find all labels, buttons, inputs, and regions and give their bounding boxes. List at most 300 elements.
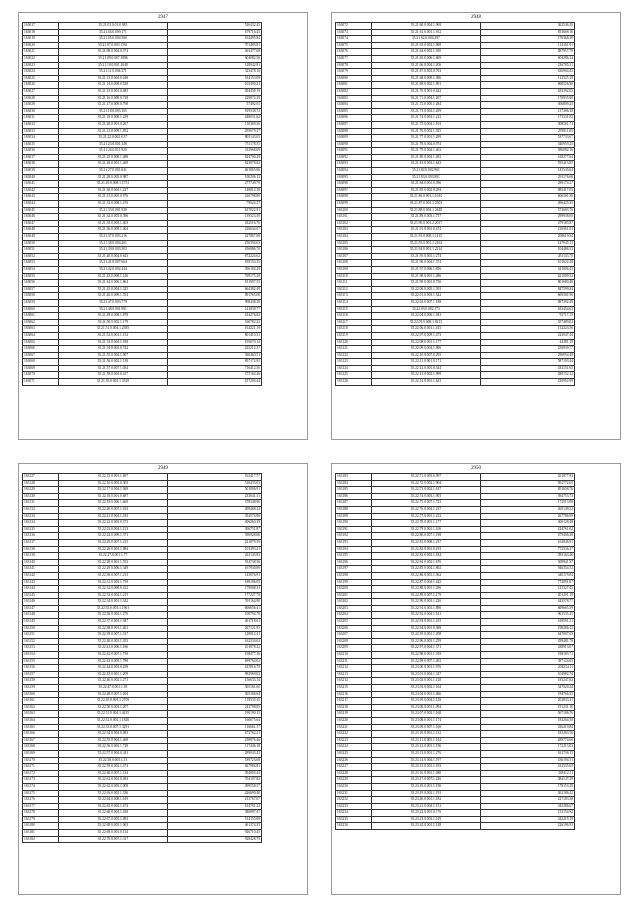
reference-code-cell: 35.21.80.0.004.1.492	[372, 154, 480, 161]
table-row	[336, 326, 575, 333]
reference-code-cell: 35.22.06.0.001.1.415	[372, 326, 480, 333]
record-id-cell: 163131	[23, 500, 59, 507]
amount-cell: 198183.71	[480, 652, 574, 659]
table-row	[23, 757, 262, 764]
reference-code-cell: 35.22.15.0.001.1.697	[59, 474, 167, 481]
reference-code-cell: 35.21.99.0.001.0.756	[372, 280, 480, 287]
reference-code-cell: 35.22.91.0.001.1.896	[372, 605, 480, 612]
table-row	[336, 797, 575, 804]
reference-code-cell: 35.22.80.0.007.1.198	[372, 533, 480, 540]
table-row	[336, 711, 575, 718]
reference-code-cell: 35.21.92.0.008.1.1415	[372, 234, 480, 241]
record-id-cell: 163195	[336, 553, 372, 560]
amount-cell: 208619.34	[480, 234, 574, 241]
table-row	[23, 273, 262, 280]
record-id-cell: 163217	[336, 698, 372, 705]
reference-code-cell: 35.21.78.0.004.0.974	[372, 141, 480, 148]
record-id-cell: 163191	[336, 526, 372, 533]
reference-code-cell: 35.23.04.0.001.1.466	[372, 691, 480, 698]
table-row	[336, 69, 575, 76]
reference-code-cell: 35.21.96.0.004.1.374	[372, 260, 480, 267]
table-row	[23, 247, 262, 254]
record-id-cell: 163164	[23, 717, 59, 724]
amount-cell: 433151.65	[480, 365, 574, 372]
amount-cell: 637022.91	[167, 207, 261, 214]
record-id-cell: 163188	[336, 506, 372, 513]
reference-code-cell: 35.22.70.0.007.1.317	[59, 836, 167, 843]
reference-code-cell: 35.21.77.0.001.1.289	[372, 135, 480, 142]
amount-cell: 189723.68	[167, 757, 261, 764]
table-row	[23, 365, 262, 372]
reference-code-cell: 35.21.18.0.003.165	[59, 108, 167, 115]
amount-cell: 716412.56	[167, 365, 261, 372]
record-id-cell: 163204	[336, 612, 372, 619]
amount-cell: 456886.70	[167, 247, 261, 254]
table-row	[23, 830, 262, 837]
record-id-cell: 163062	[23, 319, 59, 326]
table-row	[23, 698, 262, 705]
record-id-cell: 163109	[336, 266, 372, 273]
record-id-cell: 163051	[23, 247, 59, 254]
table-row	[336, 95, 575, 102]
table-row	[23, 526, 262, 533]
reference-code-cell: 35.22.44.0.003.0.258	[59, 665, 167, 672]
record-id-cell: 163150	[23, 625, 59, 632]
amount-cell: 198286.12	[480, 625, 574, 632]
record-id-cell: 163120	[336, 339, 372, 346]
record-id-cell: 163108	[336, 260, 372, 267]
table-row	[23, 652, 262, 659]
amount-cell: 305161.60	[167, 685, 261, 692]
amount-cell: 195670.14	[167, 339, 261, 346]
table-row	[23, 474, 262, 481]
table-row	[23, 553, 262, 560]
reference-code-cell: 35.22.62.0.003.1.009	[59, 783, 167, 790]
amount-cell: 227183.38	[480, 797, 574, 804]
record-id-cell: 163091	[336, 148, 372, 155]
reference-code-cell: 35.21.07.0.003.1561	[59, 42, 167, 49]
record-id-cell: 163196	[336, 559, 372, 566]
amount-cell: 204234.11	[480, 665, 574, 672]
reference-code-cell: 35.22.83.0.002.1.184	[372, 553, 480, 560]
amount-cell: 636904.43	[480, 69, 574, 76]
record-id-cell: 163057	[23, 286, 59, 293]
table-row	[23, 579, 262, 586]
table-row	[23, 42, 262, 49]
record-id-cell: 163206	[336, 625, 372, 632]
page-number: 2950	[471, 466, 481, 471]
amount-cell: 461718.61	[167, 619, 261, 626]
table-row	[336, 770, 575, 777]
record-id-cell: 163136	[23, 533, 59, 540]
amount-cell: 289174.27	[480, 181, 574, 188]
table-row	[336, 102, 575, 109]
record-id-cell: 163234	[336, 810, 372, 817]
ledger-page-bottom-right	[331, 463, 621, 895]
reference-code-cell: 35.22.68.0.003.1.063	[59, 823, 167, 830]
reference-code-cell: 35.21.60.0.004.1.969	[372, 23, 480, 30]
record-id-cell: 163027	[23, 88, 59, 95]
reference-code-cell: 35.21.41.0.007.664	[59, 260, 167, 267]
reference-code-cell: 35.22.26.0.003.1.884	[59, 546, 167, 553]
table-row	[336, 49, 575, 56]
record-id-cell: 163035	[23, 141, 59, 148]
amount-cell: 128042.81	[167, 62, 261, 69]
reference-code-cell: 35.21.82.0.002.961	[372, 168, 480, 175]
table-row	[23, 55, 262, 62]
record-id-cell: 163170	[23, 757, 59, 764]
amount-cell: 669301.96	[480, 293, 574, 300]
record-id-cell: 163092	[336, 154, 372, 161]
table-row	[336, 260, 575, 267]
table-row	[23, 62, 262, 69]
record-id-cell: 163074	[336, 36, 372, 43]
table-row	[336, 717, 575, 724]
reference-code-cell: 35.22.36.0.002.1.270	[59, 612, 167, 619]
table-row	[23, 379, 262, 386]
amount-cell: 323478.16	[167, 69, 261, 76]
reference-code-cell: 35.21.20.0.001.0.267	[59, 121, 167, 128]
amount-cell: 160782.22	[167, 319, 261, 326]
amount-cell: 306751.87	[167, 526, 261, 533]
record-id-cell: 163236	[336, 823, 372, 830]
reference-code-cell: 35.22.30.0.007.1.213	[59, 572, 167, 579]
record-id-cell: 163127	[23, 474, 59, 481]
record-id-cell: 163140	[23, 559, 59, 566]
reference-code-cell: 35.21.65.0.006.1.609	[372, 55, 480, 62]
table-row	[23, 108, 262, 115]
amount-cell: 289043.43	[167, 750, 261, 757]
record-id-cell: 163055	[23, 273, 59, 280]
record-id-cell: 163225	[336, 750, 372, 757]
amount-cell: 93717.15	[480, 313, 574, 320]
table-row	[23, 286, 262, 293]
amount-cell: 125327.45	[480, 586, 574, 593]
amount-cell: 992969.02	[167, 671, 261, 678]
table-row	[23, 207, 262, 214]
table-row	[23, 128, 262, 135]
record-id-cell: 163199	[336, 579, 372, 586]
record-id-cell: 163101	[336, 214, 372, 221]
table-row	[336, 181, 575, 188]
record-id-cell: 163145	[23, 592, 59, 599]
record-id-cell: 163085	[336, 108, 372, 115]
record-id-cell: 163073	[336, 29, 372, 36]
table-row	[23, 372, 262, 379]
reference-code-cell: 35.21.68.0.009.1.386	[372, 75, 480, 82]
reference-code-cell: 35.21.57.0.007.1.034	[59, 365, 167, 372]
amount-cell: 801680.48	[480, 280, 574, 287]
table-row	[23, 23, 262, 30]
reference-code-cell: 35.21.19.0.008.1.239	[59, 115, 167, 122]
amount-cell: 101622.28	[480, 260, 574, 267]
reference-code-cell: 35.23.21.0.004.1.151	[372, 803, 480, 810]
record-id-cell: 163219	[336, 711, 372, 718]
amount-cell: 110369.26	[167, 121, 261, 128]
table-row	[23, 658, 262, 665]
reference-code-cell: 35.23.12.0.001.1.196	[372, 744, 480, 751]
amount-cell: 175331.02	[480, 115, 574, 122]
table-row	[336, 266, 575, 273]
reference-code-cell: 35.22.18.0.001.0.687	[59, 493, 167, 500]
record-id-cell: 163129	[23, 487, 59, 494]
record-id-cell: 163157	[23, 671, 59, 678]
table-row	[23, 332, 262, 339]
amount-cell: 226196.93	[480, 823, 574, 830]
record-id-cell: 163224	[336, 744, 372, 751]
table-row	[336, 168, 575, 175]
reference-code-cell: 35.22.48.0.007.1.204	[59, 691, 167, 698]
record-id-cell: 163124	[336, 365, 372, 372]
reference-code-cell: 35.23.14.0.004.1.197	[372, 757, 480, 764]
reference-code-cell: 35.21.15.0.001.0.485	[59, 88, 167, 95]
reference-code-cell: 35.21.56.0.002.1.138	[59, 359, 167, 366]
table-row	[336, 685, 575, 692]
table-row	[23, 572, 262, 579]
amount-cell: 451133.70	[480, 253, 574, 260]
record-id-cell: 163110	[336, 273, 372, 280]
amount-cell: 853668.16	[480, 29, 574, 36]
reference-code-cell: 35.22.75.0.007.1.723	[372, 500, 480, 507]
record-id-cell: 163154	[23, 652, 59, 659]
table-row	[23, 744, 262, 751]
reference-code-cell: 35.22.92.0.004.1.521	[372, 612, 480, 619]
table-row	[336, 115, 575, 122]
reference-code-cell: 35.21.84.0.001.0.396	[372, 181, 480, 188]
reference-code-cell: 35.21.28.0.005.0.987	[59, 174, 167, 181]
reference-code-cell: 35.21.87.0.003.1.2503	[372, 201, 480, 208]
table-row	[336, 520, 575, 527]
amount-cell: 387124.65	[480, 658, 574, 665]
table-row	[23, 352, 262, 359]
table-row	[336, 240, 575, 247]
reference-code-cell: 35.22.07.0.009.1.473	[372, 332, 480, 339]
record-id-cell: 163094	[336, 168, 372, 175]
table-row	[23, 299, 262, 306]
reference-code-cell: 35.22.12.0.001.0.344	[372, 365, 480, 372]
table-row	[23, 346, 262, 353]
record-id-cell: 163137	[23, 539, 59, 546]
reference-code-cell: 35.22.38.0.001.1.461	[59, 625, 167, 632]
record-id-cell: 163018	[23, 29, 59, 36]
table-row	[336, 632, 575, 639]
record-id-cell: 163163	[23, 711, 59, 718]
reference-code-cell: 35.21.21.0.009.1.852	[59, 128, 167, 135]
record-id-cell: 163097	[336, 187, 372, 194]
reference-code-cell: 35.21.04.0.009.171	[59, 29, 167, 36]
record-id-cell: 163054	[23, 266, 59, 273]
reference-code-cell: 35.22.00.0.005.1.593	[372, 286, 480, 293]
amount-cell: 606656.41	[167, 605, 261, 612]
table-row	[23, 823, 262, 830]
amount-cell: 801410.31	[167, 332, 261, 339]
table-row	[23, 280, 262, 287]
record-id-cell: 163107	[336, 253, 372, 260]
table-row	[336, 42, 575, 49]
amount-cell: 104486.33	[480, 247, 574, 254]
amount-cell: 141039.77	[167, 306, 261, 313]
record-id-cell: 163156	[23, 665, 59, 672]
record-id-cell: 163212	[336, 665, 372, 672]
reference-code-cell: 35.22.57.0.004.0.411	[59, 750, 167, 757]
table-row	[23, 220, 262, 227]
amount-cell: 190190.15	[167, 711, 261, 718]
amount-cell: 365166.64	[167, 691, 261, 698]
table-row	[336, 352, 575, 359]
reference-code-cell: 35.21.97.0.006.1.856	[372, 266, 480, 273]
reference-code-cell: 35.22.08.0.001.1.177	[372, 339, 480, 346]
record-id-cell: 163069	[23, 365, 59, 372]
table-row	[336, 487, 575, 494]
amount-cell: 701485.81	[167, 42, 261, 49]
table-row	[23, 266, 262, 273]
amount-cell: 514155.89	[167, 816, 261, 823]
record-id-cell: 163121	[336, 346, 372, 353]
amount-cell: 595413.85	[480, 161, 574, 168]
record-id-cell: 163112	[336, 286, 372, 293]
amount-cell: 851658.76	[480, 487, 574, 494]
reference-code-cell: 35.23.02.0.001.1.128	[372, 678, 480, 685]
record-id-cell: 163189	[336, 513, 372, 520]
amount-cell: 230952.99	[480, 379, 574, 386]
record-id-cell: 163178	[23, 810, 59, 817]
amount-cell: 394003.43	[167, 770, 261, 777]
table-row	[23, 546, 262, 553]
table-row	[336, 566, 575, 573]
reference-code-cell: 35.21.09.0.007.1886	[59, 55, 167, 62]
amount-cell: 434276.02	[167, 313, 261, 320]
reference-code-cell: 35.21.79.0.004.1.402	[372, 148, 480, 155]
reference-code-cell: 35.23.13.0.001.1.276	[372, 750, 480, 757]
amount-cell: 664382.49	[167, 286, 261, 293]
table-row	[23, 645, 262, 652]
table-row	[336, 638, 575, 645]
table-row	[23, 121, 262, 128]
record-id-cell: 163080	[336, 75, 372, 82]
amount-cell: 306809.25	[480, 102, 574, 109]
amount-cell: 494458.19	[167, 88, 261, 95]
record-id-cell: 163028	[23, 95, 59, 102]
table-row	[23, 810, 262, 817]
record-id-cell: 163064	[23, 332, 59, 339]
table-row	[336, 592, 575, 599]
amount-cell: 406260.39	[167, 520, 261, 527]
record-id-cell: 163056	[23, 280, 59, 287]
reference-code-cell: 35.22.40.0.003.1.453	[59, 638, 167, 645]
record-id-cell: 163126	[336, 379, 372, 386]
reference-code-cell: 35.22.20.0.007.1.192	[59, 506, 167, 513]
reference-code-cell: 35.22.97.0.004.1.371	[372, 645, 480, 652]
table-row	[336, 691, 575, 698]
record-id-cell: 163209	[336, 645, 372, 652]
table-row	[336, 506, 575, 513]
table-row	[336, 128, 575, 135]
reference-code-cell: 35.22.98.0.001.1.919	[372, 652, 480, 659]
amount-cell: 265149.22	[480, 506, 574, 513]
table-row	[23, 513, 262, 520]
amount-cell: 635392.02	[480, 88, 574, 95]
amount-cell: 436194.51	[480, 757, 574, 764]
reference-code-cell: 35.21.08.0.004.0.374	[59, 49, 167, 56]
reference-code-cell: 35.22.01.0.003.1.342	[372, 293, 480, 300]
reference-code-cell: 35.22.09.0.004.1.906	[372, 346, 480, 353]
record-id-cell: 163135	[23, 526, 59, 533]
reference-code-cell: 35.22.13.0.002.1.999	[372, 372, 480, 379]
record-id-cell: 163175	[23, 790, 59, 797]
amount-cell: 172213.02	[480, 744, 574, 751]
amount-cell: 177227.76	[167, 592, 261, 599]
record-id-cell: 163065	[23, 339, 59, 346]
reference-code-cell: 35.22.86.0.001.1.362	[372, 572, 480, 579]
reference-code-cell: 35.22.82.0.001.0.193	[372, 546, 480, 553]
table-row	[23, 487, 262, 494]
amount-cell: 928428.79	[167, 836, 261, 843]
reference-code-cell: 35.21.62.0.004.297	[372, 36, 480, 43]
table-row	[336, 526, 575, 533]
amount-cell: 224761.02	[480, 526, 574, 533]
record-id-cell: 163134	[23, 520, 59, 527]
reference-code-cell: 35.22.33.0.004.1.215	[59, 592, 167, 599]
record-id-cell: 163161	[23, 698, 59, 705]
reference-code-cell: 35.22.41.0.006.1.186	[59, 645, 167, 652]
record-id-cell: 163021	[23, 49, 59, 56]
record-id-cell: 163102	[336, 220, 372, 227]
table-row	[336, 645, 575, 652]
record-id-cell: 163146	[23, 599, 59, 606]
amount-cell: 426690.40	[167, 790, 261, 797]
table-row	[23, 480, 262, 487]
record-id-cell: 163081	[336, 82, 372, 89]
amount-cell: 412535.65	[480, 764, 574, 771]
amount-cell: 679406.28	[480, 533, 574, 540]
record-id-cell: 163114	[336, 299, 372, 306]
record-id-cell: 163100	[336, 207, 372, 214]
amount-cell: 872224.62	[167, 253, 261, 260]
table-row	[336, 546, 575, 553]
record-id-cell: 163053	[23, 260, 59, 267]
amount-cell: 432516.76	[167, 220, 261, 227]
amount-cell: 137386.18	[480, 108, 574, 115]
amount-cell: 183263.56	[480, 731, 574, 738]
reference-code-cell: 35.22.19.0.006.1.669	[59, 500, 167, 507]
amount-cell: 891765.60	[167, 293, 261, 300]
record-id-cell: 163117	[336, 319, 372, 326]
table-row	[23, 82, 262, 89]
reference-code-cell: 35.22.81.0.008.1.237	[372, 539, 480, 546]
reference-code-cell: 35.22.55.0.004.1.468	[59, 737, 167, 744]
table-row	[23, 783, 262, 790]
amount-cell: 363477.68	[167, 49, 261, 56]
table-row	[23, 671, 262, 678]
amount-cell: 139523.58	[167, 214, 261, 221]
table-row	[23, 559, 262, 566]
reference-code-cell: 35.21.35.0.005.1.403	[59, 220, 167, 227]
record-id-cell: 163200	[336, 586, 372, 593]
table-row	[23, 586, 262, 593]
table-row	[23, 797, 262, 804]
reference-code-cell: 35.21.55.0.004.1.907	[59, 352, 167, 359]
reference-code-cell: 35.22.72.0.002.1.904	[372, 480, 480, 487]
reference-code-cell: 35.23.11.0.003.1.144	[372, 737, 480, 744]
amount-cell: 100794.78	[167, 612, 261, 619]
page-number: 2949	[158, 466, 168, 471]
reference-code-cell: 35.22.66.0.004.1.438	[59, 810, 167, 817]
reference-code-cell: 35.21.69.0.002.1.891	[372, 82, 480, 89]
table-row	[23, 319, 262, 326]
reference-code-cell: 35.21.54.0.002.0.742	[59, 346, 167, 353]
table-row	[336, 346, 575, 353]
table-row	[336, 816, 575, 823]
